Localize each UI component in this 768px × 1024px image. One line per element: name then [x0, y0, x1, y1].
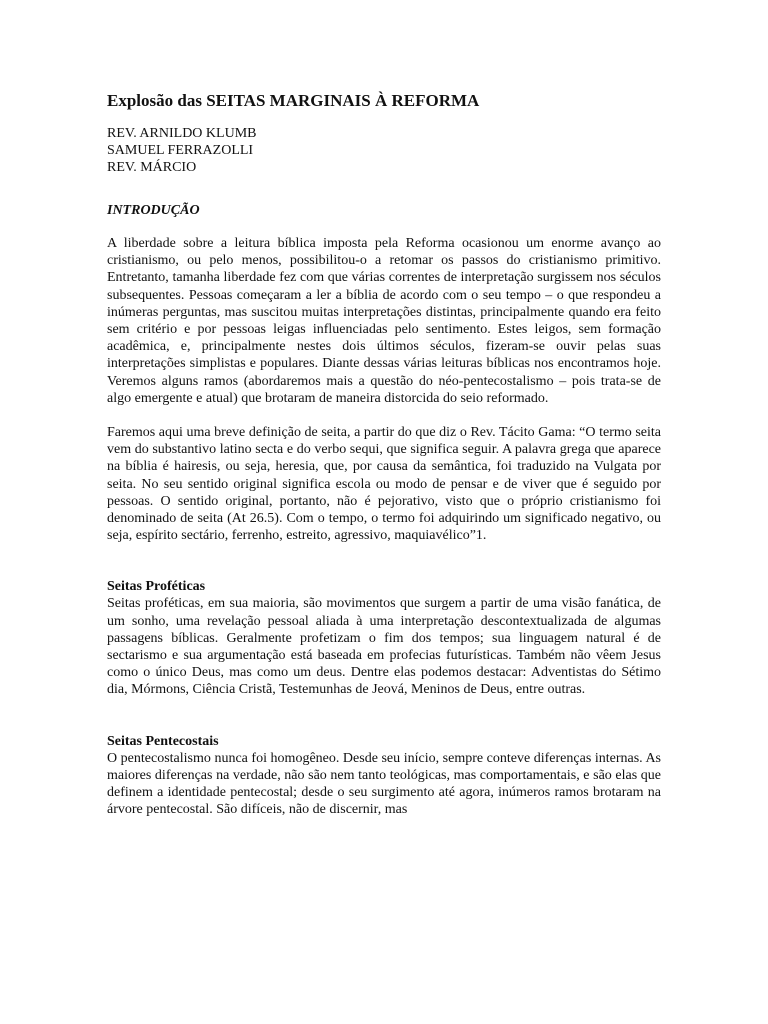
author-list — [107, 125, 661, 176]
sect-definition-paragraph: Faremos aqui uma breve definição de seita, a partir do que diz o Rev. Tácito Gama: “O termo seita vem do substantivo latino secta e do verbo sequi, que significa seguir. A palavra grega que aparece na bíblia é hairesis, ou seja, heresia, que, por causa da semântica, foi traduzido na Vulgata por seita. No seu sentido original significa escola ou modo de pensar e de viver que é seguido por pessoas. O sentido original, portanto, não é pejorativo, visto que o próprio cristianismo foi denominado de seita (At 26.5). Com o tempo, o termo foi adquirindo um significado negativo, ou seja, espírito sectário, ferrenho, estreito, agressivo, maquiavélico”1. — [107, 425, 661, 544]
section-paragraph: O pentecostalismo nunca foi homogêneo. Desde seu início, sempre conteve diferenças internas. As maiores diferenças na verdade, não são nem tanto teológicas, mas comportamentais, e são elas que definem a identidade pentecostal; desde o seu surgimento até agora, inúmeros ramos brotaram na árvore pentecostal. São difíceis, não de discernir, mas — [107, 750, 661, 818]
section-spacer — [107, 699, 661, 733]
document-title: Explosão das SEITAS MARGINAIS À REFORMA — [107, 91, 480, 110]
intro-paragraph: A liberdade sobre a leitura bíblica imposta pela Reforma ocasionou um enorme avanço ao cristianismo, ou pelo menos, possibilitou-o a retomar os passos do cristianismo primitivo. Entretanto, tamanha liberdade fez com que várias correntes de interpretação surgissem nos séculos subsequentes. Pessoas começaram a ler a bíblia de acordo com o seu tempo – o que respondeu a inúmeras perguntas, mas suscitou muitas interpretações distintas, principalmente quando era feito sem critério e por pessoas leigas influenciadas pelo sentimento. Estes leigos, sem formação acadêmica, e, principalmente nestes dois últimos séculos, fizeram-se ouvir pelas suas interpretações simplistas e populares. Diante dessas várias leituras bíblicas nos encontramos hoje. Veremos alguns ramos (abordaremos mais a questão do néo-pentecostalismo – pois trata-se de algo emergente e atual) que brotaram de maneira distorcida do seio reformado. — [107, 236, 661, 406]
paragraph-spacer — [107, 407, 661, 424]
section-pentecostal — [107, 733, 661, 819]
document-page — [107, 90, 661, 818]
author-name: REV. MÁRCIO — [107, 160, 197, 175]
section-heading: Seitas Proféticas — [107, 579, 206, 595]
section-paragraph: Seitas proféticas, em sua maioria, são movimentos que surgem a partir de uma visão fanática, de um sonho, uma revelação pessoal aliada à uma interpretação descontextualizada de algumas passagens bíblicas. Geralmente profetizam o fim dos tempos; sua linguagem natural é de sectarismo e sua argumentação está baseada em profecias futurísticas. Também não vêem Jesus como o único Deus, mas como um deus. Dentre elas podemos destacar: Adventistas do Sétimo dia, Mórmons, Ciência Cristã, Testemunhas de Jeová, Meninos de Deus, entre outras. — [107, 596, 661, 698]
section-prophetic — [107, 578, 661, 698]
author-name: SAMUEL FERRAZOLLI — [107, 143, 254, 158]
intro-heading: INTRODUÇÃO — [107, 203, 200, 218]
author-name: REV. ARNILDO KLUMB — [107, 126, 257, 141]
section-spacer — [107, 544, 661, 578]
section-heading: Seitas Pentecostais — [107, 733, 219, 749]
